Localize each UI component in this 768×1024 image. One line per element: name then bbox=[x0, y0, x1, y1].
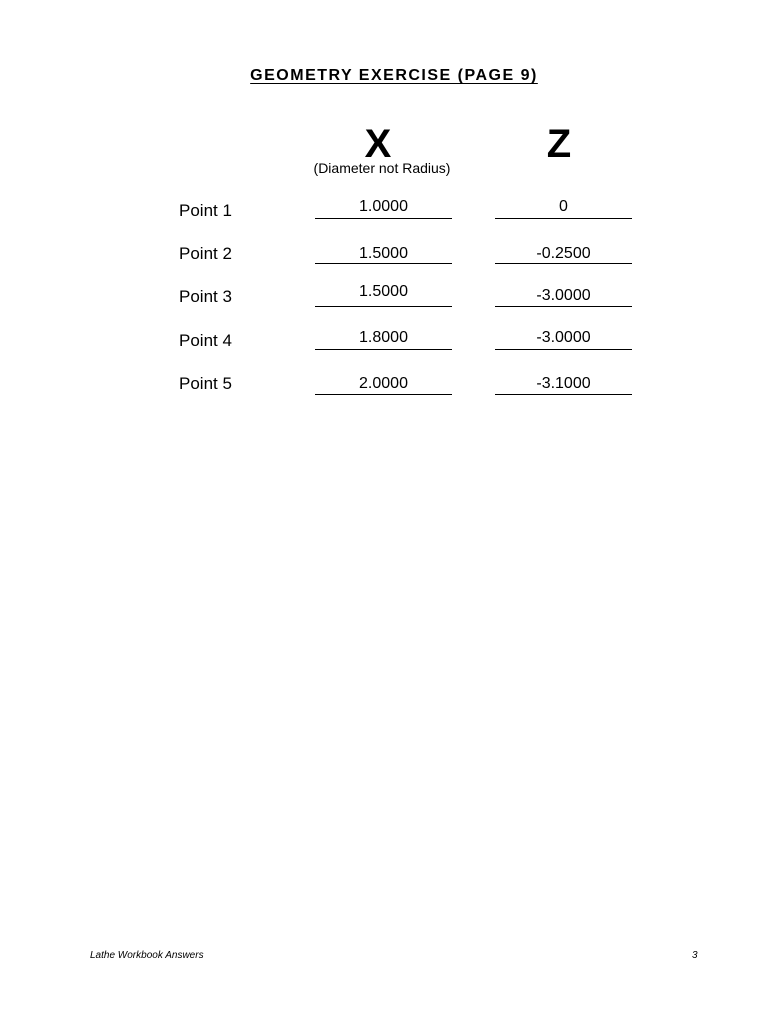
x-value-point-1 bbox=[315, 198, 452, 219]
z-value-point-3 bbox=[495, 286, 632, 307]
z-value-text: 0 bbox=[559, 198, 568, 215]
z-value-point-5 bbox=[495, 374, 632, 395]
z-value-text: -3.0000 bbox=[536, 287, 591, 304]
x-value-point-4 bbox=[315, 329, 452, 350]
z-value-text: -3.0000 bbox=[536, 329, 591, 346]
column-header-z: Z bbox=[546, 122, 572, 166]
row-label-point-3: Point 3 bbox=[179, 287, 232, 306]
row-label-point-5: Point 5 bbox=[179, 374, 232, 393]
x-value-point-2 bbox=[315, 243, 452, 264]
x-value-text: 1.8000 bbox=[359, 329, 408, 346]
row-label-point-4: Point 4 bbox=[179, 331, 232, 350]
x-value-text: 1.0000 bbox=[359, 198, 408, 215]
footer-source: Lathe Workbook Answers bbox=[90, 950, 204, 961]
x-value-point-3 bbox=[315, 283, 452, 307]
row-label-point-1: Point 1 bbox=[179, 201, 232, 220]
x-value-point-5 bbox=[315, 374, 452, 395]
row-label-point-2: Point 2 bbox=[179, 244, 232, 263]
z-value-point-2 bbox=[495, 243, 632, 264]
z-value-point-4 bbox=[495, 329, 632, 350]
page-title: GEOMETRY EXERCISE (PAGE 9) bbox=[250, 67, 538, 84]
x-value-text: 1.5000 bbox=[359, 283, 408, 300]
x-value-text: 2.0000 bbox=[359, 375, 408, 392]
z-value-text: -3.1000 bbox=[536, 375, 591, 392]
z-value-point-1 bbox=[495, 198, 632, 219]
column-header-x: X bbox=[364, 122, 392, 166]
footer-page-number: 3 bbox=[692, 950, 698, 961]
x-value-text: 1.5000 bbox=[359, 245, 408, 262]
column-note-x: (Diameter not Radius) bbox=[313, 160, 451, 176]
z-value-text: -0.2500 bbox=[536, 245, 591, 262]
